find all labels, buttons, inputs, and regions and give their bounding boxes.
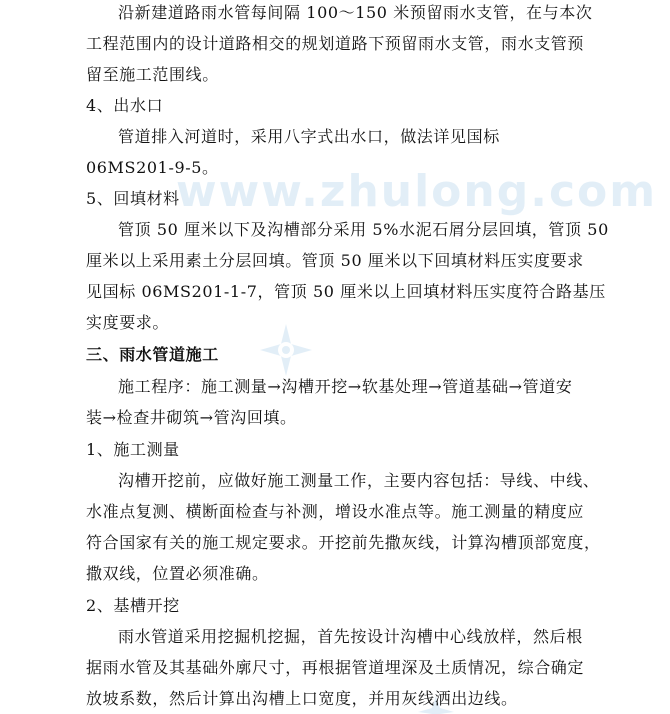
paragraph-line: 装→检查井砌筑→管沟回填。 xyxy=(86,408,297,427)
paragraph-line: 06MS201-9-5。 xyxy=(86,158,219,177)
paragraph-line: 见国标 06MS201-1-7，管顶 50 厘米以上回填材料压实度符合路基压 xyxy=(86,282,606,301)
paragraph-line: 厘米以上采用素土分层回填。管顶 50 厘米以下回填材料压实度要求 xyxy=(86,251,584,270)
paragraph-line: 放坡系数，然后计算出沟槽上口宽度，并用灰线洒出边线。 xyxy=(86,689,518,708)
paragraph-line: 水准点复测、横断面检查与补测，增设水准点等。施工测量的精度应 xyxy=(86,502,585,521)
paragraph-line: 留至施工范围线。 xyxy=(86,65,219,84)
paragraph-line: 据雨水管及其基础外廓尺寸，再根据管道埋深及土质情况，综合确定 xyxy=(86,658,585,677)
paragraph-line: 管顶 50 厘米以下及沟槽部分采用 5%水泥石屑分层回填，管顶 50 xyxy=(118,220,609,239)
chapter-heading: 三、雨水管道施工 xyxy=(86,345,219,364)
paragraph-line: 符合国家有关的施工规定要求。开挖前先撒灰线，计算沟槽顶部宽度， xyxy=(86,533,601,552)
watermark-text: www.zhulong.com xyxy=(176,166,658,217)
paragraph-line: 管道排入河道时，采用八字式出水口，做法详见国标 xyxy=(118,127,500,146)
paragraph-line: 沟槽开挖前，应做好施工测量工作，主要内容包括：导线、中线、 xyxy=(118,471,600,490)
section-heading-survey: 1、施工测量 xyxy=(86,440,180,459)
section-heading-outlet: 4、出水口 xyxy=(86,96,164,115)
section-heading-trench: 2、基槽开挖 xyxy=(86,596,180,615)
paragraph-line: 撒双线，位置必须准确。 xyxy=(86,564,269,583)
paragraph-line: 施工程序：施工测量→沟槽开挖→软基处理→管道基础→管道安 xyxy=(118,377,573,396)
paragraph-line: 沿新建道路雨水管每间隔 100～150 米预留雨水支管，在与本次 xyxy=(118,3,593,22)
paragraph-line: 雨水管道采用挖掘机挖掘，首先按设计沟槽中心线放样，然后根 xyxy=(118,627,583,646)
paragraph-line: 工程范围内的设计道路相交的规划道路下预留雨水支管，雨水支管预 xyxy=(86,34,585,53)
paragraph-line: 实度要求。 xyxy=(86,313,170,332)
section-heading-backfill: 5、回填材料 xyxy=(86,189,180,208)
